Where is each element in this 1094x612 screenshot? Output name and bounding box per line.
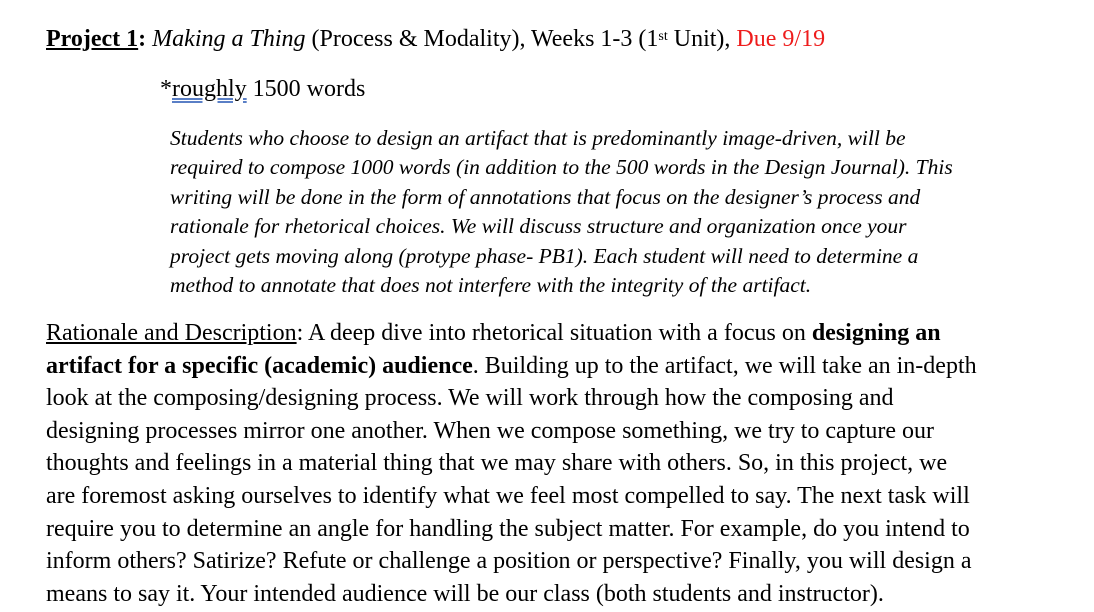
note-line: rationale for rhetorical choices. We will discuss structure and organization once your bbox=[170, 214, 907, 239]
paragraph-line: inform others? Satirize? Refute or challenge a position or perspective? Finally, you will design a bbox=[46, 548, 972, 575]
paragraph-text: : A deep dive into rhetorical situation with a focus on bbox=[296, 320, 812, 346]
paragraph-line: require you to determine an angle for handling the subject matter. For example, do you intend to bbox=[46, 515, 970, 542]
paragraph-line bbox=[46, 317, 1076, 350]
project-label-colon: : bbox=[138, 26, 147, 52]
paragraph-line: designing processes mirror one another. When we compose something, we try to capture our bbox=[46, 417, 934, 444]
paragraph-line: are foremost asking ourselves to identify what we feel most compelled to say. The next task will bbox=[46, 482, 970, 509]
paragraph-line: look at the composing/designing process. We will work through how the composing and bbox=[46, 385, 894, 412]
project-heading bbox=[46, 24, 825, 54]
paragraph-line: thoughts and feelings in a material thing that we may share with others. So, in this project, we bbox=[46, 450, 948, 477]
word-count-line bbox=[160, 74, 365, 104]
project-schedule: (Process & Modality), Weeks 1-3 (1 bbox=[305, 26, 659, 52]
rationale-label: Rationale and Description bbox=[46, 320, 297, 346]
paragraph-line: means to say it. Your intended audience will be our class (both students and instructor). bbox=[46, 580, 884, 607]
word-count: 1500 words bbox=[246, 76, 366, 102]
note-line: writing will be done in the form of annotations that focus on the designer’s process and bbox=[170, 184, 921, 209]
paragraph-text: . Building up to the artifact, we will take an in-depth bbox=[472, 352, 977, 379]
rationale-paragraph bbox=[46, 317, 1076, 610]
project-unit: Unit), bbox=[667, 26, 737, 52]
image-driven-note bbox=[170, 124, 1060, 300]
note-line: project gets moving along (protype phase- PB1). Each student will need to determine a bbox=[170, 243, 919, 268]
note-line: method to annotate that does not interfere with the integrity of the artifact. bbox=[170, 273, 812, 298]
project-label-text: Project 1 bbox=[46, 26, 139, 52]
paragraph-line bbox=[46, 350, 1076, 383]
grammar-flagged-word[interactable]: roughly bbox=[172, 76, 247, 102]
asterisk: * bbox=[160, 76, 172, 102]
due-date: Due 9/19 bbox=[736, 26, 826, 52]
project-label bbox=[46, 26, 146, 52]
emphasis-text: designing an bbox=[811, 320, 941, 346]
project-title: Making a Thing bbox=[152, 26, 306, 52]
note-line: required to compose 1000 words (in addition to the 500 words in the Design Journal). This bbox=[170, 155, 953, 180]
ordinal-suffix: st bbox=[658, 29, 668, 44]
note-line: Students who choose to design an artifact that is predominantly image-driven, will be bbox=[170, 126, 906, 150]
emphasis-text: artifact for a specific (academic) audience bbox=[46, 352, 473, 379]
